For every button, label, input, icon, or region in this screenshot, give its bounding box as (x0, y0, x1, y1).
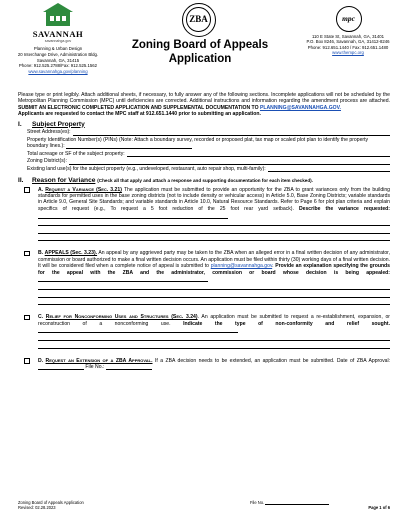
section-number: I. (18, 120, 22, 128)
page-title (110, 38, 290, 66)
option-letter: B. (38, 250, 44, 257)
variance-answer-line[interactable] (38, 219, 390, 227)
title-line1: Zoning Board of Appeals (131, 39, 269, 51)
extension-file-no-field[interactable] (106, 365, 152, 370)
planning-email-link[interactable]: PLANNING@SAVANNAHGA.GOV. (259, 104, 341, 111)
option-appeals: B. APPEALS (Sec. 3.23). An appeal by any aggrieved party may be taken to the ZBA when an alleged error in a final written decision of any administrator, commission or board authorized to make a final written decision occurs. An application must be filed within thirty (30) working days of a final written decision. It will be considered filed when a complete notice of appeal is submitted to planning@savannahga.gov. Provide an explanation specifying the grounds for the appeal with the ZBA and the administrator, commission or board whose decision is being appealed: (24, 250, 390, 282)
acreage-label: Total acreage or SF of the subject property: (27, 150, 125, 157)
option-heading: APPEALS (Sec. 3.23). (44, 250, 98, 257)
footer-form-name: Zoning Board of Appeals Application (18, 500, 84, 505)
intro-contact-note: Applicants are requested to contact the MPC staff at 912.651.1440 prior to submitting an application. (18, 111, 261, 118)
savannah-address: 20 Interchange Drive, Administration Bldg. (17, 51, 99, 57)
extension-checkbox[interactable] (24, 358, 30, 364)
variance-answer-line[interactable] (38, 234, 390, 242)
savannah-city: Savannah, GA, 31415 (36, 57, 80, 63)
savannah-dept: Planning & Urban Design (33, 46, 83, 51)
section-label: Subject Property (32, 120, 85, 128)
savannah-logo-url: savannahga.gov (44, 39, 72, 43)
variance-answer-line[interactable] (38, 226, 390, 234)
option-letter: A. (38, 186, 44, 193)
option-letter: D. (38, 357, 44, 364)
appeals-checkbox[interactable] (24, 251, 30, 257)
land-use-label: Existing land use(s) for the subject property (e.g., undeveloped, restaurant, auto repair shop, multi-family): (27, 165, 266, 172)
extension-file-no-label: File No.: (85, 364, 105, 371)
mpc-website-link[interactable]: www.thempc.org (332, 50, 364, 56)
option-text: An application must be submitted to request a re-establishment, expansion, or reconstruction of a nonconforming use. (38, 314, 390, 327)
mpc-address: 110 E State St, Savannah, GA, 31401 (311, 34, 385, 39)
option-heading: Relief for Nonconforming Uses and Structures (Sec. 3.24) (45, 314, 198, 321)
nonconforming-checkbox[interactable] (24, 315, 30, 321)
zoning-district-label: Zoning District(s): (27, 158, 67, 165)
section-note: (Check all that apply and attach a response and supporting documentation for each item checked). (97, 178, 313, 184)
option-prompt: Provide an explanation specifying the grounds for the appeal with the ZBA and the administrator, commission or board whose decision is being appealed: (38, 263, 390, 276)
pin-label: Property Identification Number(s) (PINs) (Note: Attach a boundary survey, recorded or proposed plat, tax map or scaled plot plan to identify the property boundary lines.): (27, 136, 369, 150)
option-prompt: Indicate the type of non-conformity and relief sought. (183, 320, 390, 327)
form-body (18, 92, 390, 370)
option-text: An appeal by any aggrieved party may be taken to the ZBA when an alleged error in a final written decision of any administrator, commission or board authorized to make a final written decision occurs. An application must be filed within thirty (30) working days of a final written decision. It will be considered filed when a complete notice of appeal is submitted to (38, 250, 390, 270)
intro-paragraph (18, 92, 390, 111)
savannah-phone: Phone: 912.525.2788/Fax: 912.525.1562 (18, 63, 98, 69)
land-use-field[interactable] (27, 165, 390, 173)
option-letter: C. (38, 314, 44, 321)
savannah-header-block (6, 6, 110, 75)
savannah-planning-link[interactable]: www.savannahga.gov/planning (28, 69, 88, 75)
pin-field[interactable] (27, 137, 390, 150)
option-heading: Request an Extension of a ZBA Approval. (45, 357, 153, 364)
section-reason-heading (18, 178, 390, 184)
street-address-field[interactable] (27, 128, 390, 136)
section-number: II. (18, 177, 24, 185)
mpc-logo-text: mpc (342, 14, 355, 23)
zba-approval-date-field[interactable] (38, 365, 84, 370)
section-label: Reason for Variance (32, 177, 96, 185)
intro-text: Please type or print legibly. Attach additional sheets, if necessary, to fully answer any of the following sections. Incomplete applications will not be scheduled by the Metropolitan Planning Commission (MPC) until deficiencies are corrected. Additional instructions and information regarding the amendment process are attached. (18, 92, 390, 105)
savannah-logo-icon (38, 6, 78, 28)
savannah-logo-name: SAVANNAH (32, 29, 84, 39)
zoning-district-field[interactable] (27, 157, 390, 165)
intro-submit-instruction: SUBMIT AN ELECTRONIC COMPLETED APPLICATION AND SUPPLEMENTAL DOCUMENTATION TO (18, 104, 259, 111)
mpc-phone: Phone: 912.651.1440 / Fax: 912.651.1480 (307, 44, 389, 50)
title-line2: Application (168, 53, 232, 65)
option-variance (24, 187, 390, 219)
zba-seal-text: ZBA (189, 14, 208, 24)
option-heading: Request a Variance (Sec. 3.21) (45, 186, 122, 193)
variance-checkbox[interactable] (24, 187, 30, 193)
option-text: The application must be submitted to provide an opportunity for the ZBA to grant variances only from the building standards for permitted uses in the base zoning districts (not to include density or vehicular access) in Article 5.0, Base Zoning Districts; variable standards in Article 9.0, General Site Standards; and variable standards in Article 10.0, Natural Resource Standards. Refer to Page 6 for plot plan criteria and explain specifics of request (e.g., To request a 5 foot reduction of the 25 foot rear yard setback). (38, 186, 390, 212)
nonconforming-answer-line[interactable] (38, 333, 390, 341)
option-nonconforming: C. Relief for Nonconforming Uses and Structures (Sec. 3.24). An application must be submitted to request a re-establishment, expansion, or reconstruction of a nonconforming use. Indicate the type of non-conformity and relief sought. (24, 314, 390, 333)
appeals-answer-line[interactable] (38, 282, 390, 290)
appeals-answer-line[interactable] (38, 298, 390, 306)
appeals-email-link[interactable]: planning@savannahga.gov (210, 263, 273, 270)
nonconforming-answer-line[interactable] (38, 341, 390, 349)
street-address-label: Street Address(es): (27, 129, 71, 136)
zba-seal-icon (182, 3, 216, 37)
footer-page-number: Page 1 of 6 (368, 505, 390, 510)
mpc-logo-icon (336, 6, 362, 32)
footer-file-no-label: File No. (250, 500, 265, 505)
footer-revised-date: Revised: 02.28.2023 (18, 505, 56, 510)
zba-approval-date-label: Date of ZBA Approval: (336, 357, 391, 364)
option-prompt: Describe the variance requested: (298, 205, 390, 212)
footer-file-no (250, 500, 329, 505)
option-extension (24, 358, 390, 371)
option-text: If a ZBA decision needs to be extended, an application must be submitted. (154, 357, 335, 364)
acreage-field[interactable] (27, 149, 390, 157)
mpc-po-box: P.O. Box 8246, Savannah, GA, 31412-8246 (306, 39, 390, 45)
appeals-answer-line[interactable] (38, 290, 390, 298)
mpc-header-block (300, 34, 396, 56)
